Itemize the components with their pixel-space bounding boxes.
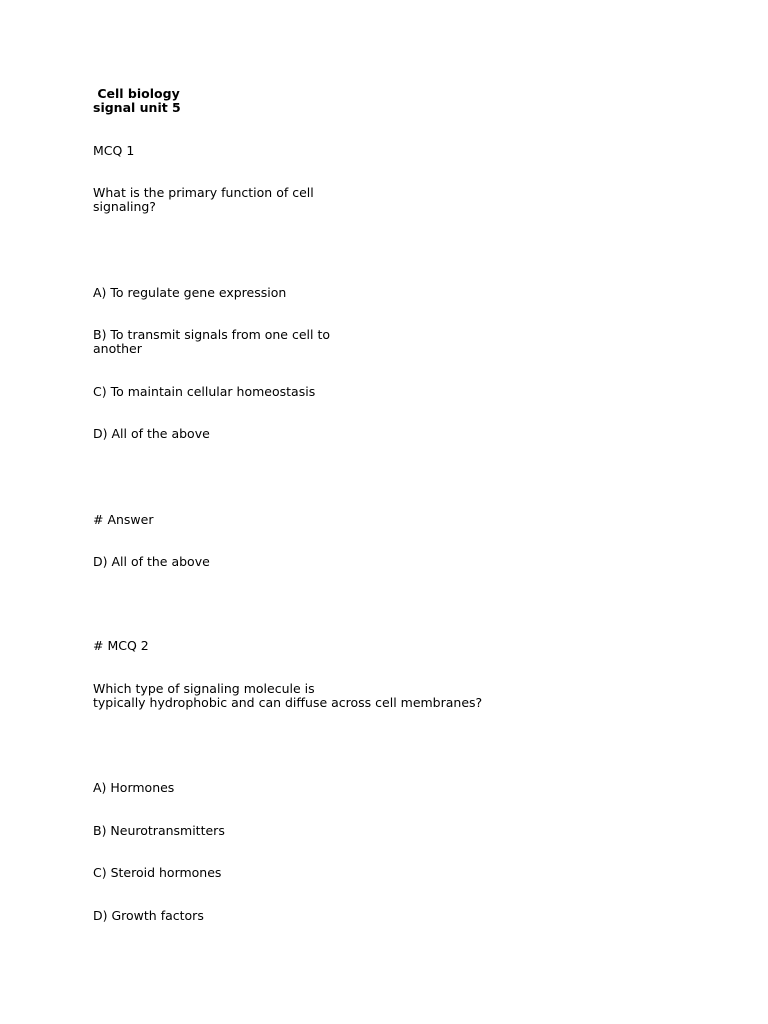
mcq2-option-c: C) Steroid hormones [93, 865, 222, 880]
document-title-line-1: Cell biology [93, 86, 180, 101]
mcq1-option-d: D) All of the above [93, 426, 210, 441]
mcq2-option-a: A) Hormones [93, 780, 175, 795]
mcq1-option-c: C) To maintain cellular homeostasis [93, 384, 316, 399]
document-title-line-2: signal unit 5 [93, 100, 181, 115]
mcq1-heading: MCQ 1 [93, 143, 135, 158]
mcq2-heading: # MCQ 2 [93, 638, 149, 653]
mcq2-question-line-2: typically hydrophobic and can diffuse across cell membranes? [93, 695, 483, 710]
mcq1-answer-heading: # Answer [93, 512, 154, 527]
mcq1-question-line-2: signaling? [93, 199, 156, 214]
mcq1-option-b-line-1: B) To transmit signals from one cell to [93, 327, 331, 342]
mcq2-option-d: D) Growth factors [93, 908, 204, 923]
mcq1-option-a: A) To regulate gene expression [93, 285, 287, 300]
mcq2-question-line-1: Which type of signaling molecule is [93, 681, 315, 696]
mcq2-option-b: B) Neurotransmitters [93, 823, 225, 838]
mcq1-option-b-line-2: another [93, 341, 142, 356]
mcq1-question-line-1: What is the primary function of cell [93, 185, 314, 200]
mcq1-answer: D) All of the above [93, 554, 210, 569]
